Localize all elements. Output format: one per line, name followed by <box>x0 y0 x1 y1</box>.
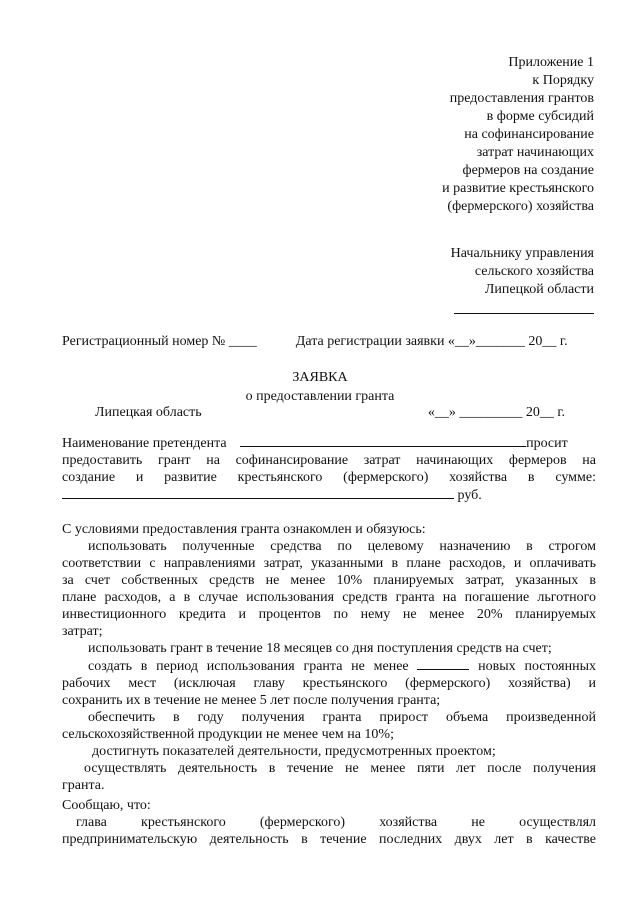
region-name: Липецкая область <box>95 405 202 420</box>
appendix-line: на софинансирование <box>464 127 594 142</box>
appendix-line: фермеров на создание <box>462 163 594 178</box>
grant-amount-field[interactable] <box>62 486 454 499</box>
addressee-signature-line[interactable] <box>454 303 594 314</box>
applicant-line-3: создание и развитие крестьянского (фермерского) хозяйства в сумме: <box>62 470 596 485</box>
condition-3-line: сохранить их в течение не менее 5 лет после получения гранта; <box>62 693 441 708</box>
applicant-line-4 <box>62 486 596 504</box>
registration-number-blank[interactable]: ____ <box>228 334 257 349</box>
condition-2: использовать грант в течение 18 месяцев со дня поступления средств на счет; <box>88 641 552 656</box>
condition-1-line: плане расходов, а в случае использования средств гранта на погашение льготного <box>62 590 596 605</box>
condition-3-text-end: новых постоянных <box>478 659 596 674</box>
condition-3-line-1 <box>62 657 596 675</box>
condition-6-line: осуществлять деятельность в течение не менее пяти лет после получения <box>84 761 596 776</box>
applicant-name-field[interactable] <box>240 434 526 447</box>
appendix-line: Приложение 1 <box>508 55 594 70</box>
document-title: ЗАЯВКА <box>292 370 348 385</box>
report-section <box>62 797 596 848</box>
appendix-line: предоставления грантов <box>449 91 594 106</box>
condition-1-line: использовать полученные средства по целевому назначению в строгом <box>88 539 596 554</box>
region-row <box>95 404 565 421</box>
appendix-line: в форме субсидий <box>486 109 594 124</box>
new-jobs-count-field[interactable] <box>417 657 469 670</box>
addressee-line: Начальнику управления <box>450 246 594 261</box>
report-line: глава крестьянского (фермерского) хозяйства не осуществлял <box>76 815 596 830</box>
condition-3-text: создать в период использования гранта не менее <box>88 659 409 674</box>
appendix-line: затрат начинающих <box>476 145 594 160</box>
addressee-block <box>451 245 594 320</box>
condition-6-line: гранта. <box>62 778 105 793</box>
applicant-request-word: просит <box>526 436 568 451</box>
applicant-name-label: Наименование претендента <box>62 436 227 451</box>
conditions-section <box>62 521 596 794</box>
currency-label: руб. <box>457 488 482 503</box>
registration-row <box>62 333 582 350</box>
applicant-section <box>62 434 596 504</box>
appendix-line: (фермерского) хозяйства <box>447 199 594 214</box>
appendix-line: к Порядку <box>532 73 594 88</box>
report-line: предпринимательскую деятельность в течение последних двух лет в качестве <box>62 832 596 847</box>
conditions-intro: С условиями предоставления гранта ознакомлен и обязуюсь: <box>62 522 426 537</box>
condition-5: достигнуть показателей деятельности, предусмотренных проектом; <box>92 744 496 759</box>
registration-date-label[interactable]: Дата регистрации заявки «__»_______ 20__ г. <box>295 334 568 349</box>
condition-1-line: затрат; <box>62 624 103 639</box>
applicant-line-1 <box>62 434 596 452</box>
condition-1-line: инвестиционного кредита и процентов по нему не менее 20% планируемых <box>62 607 596 622</box>
condition-1-line: за счет собственных средств не менее 10% планируемых затрат, указанных в <box>62 573 596 588</box>
region-date[interactable]: «__» _________ 20__ г. <box>427 405 565 420</box>
condition-1-line: соответствии с направлениями затрат, указанными в плане расходов, и оплачивать <box>62 556 596 571</box>
addressee-line: сельского хозяйства <box>474 264 594 279</box>
appendix-header <box>442 54 594 216</box>
applicant-line-2: предоставить грант на софинансирование затрат начинающих фермеров на <box>62 453 596 468</box>
registration-number-label: Регистрационный номер № <box>62 334 226 349</box>
document-subtitle: о предоставлении гранта <box>245 389 395 404</box>
addressee-line: Липецкой области <box>484 282 594 297</box>
condition-4-line: сельскохозяйственной продукции не менее чем на 10%; <box>62 727 394 742</box>
condition-3-line: рабочих мест (исключая главу крестьянского (фермерского) хозяйства) и <box>62 676 596 691</box>
appendix-line: и развитие крестьянского <box>442 181 594 196</box>
condition-4-line: обеспечить в году получения гранта прирост объема произведенной <box>88 710 596 725</box>
report-intro: Сообщаю, что: <box>62 798 151 813</box>
